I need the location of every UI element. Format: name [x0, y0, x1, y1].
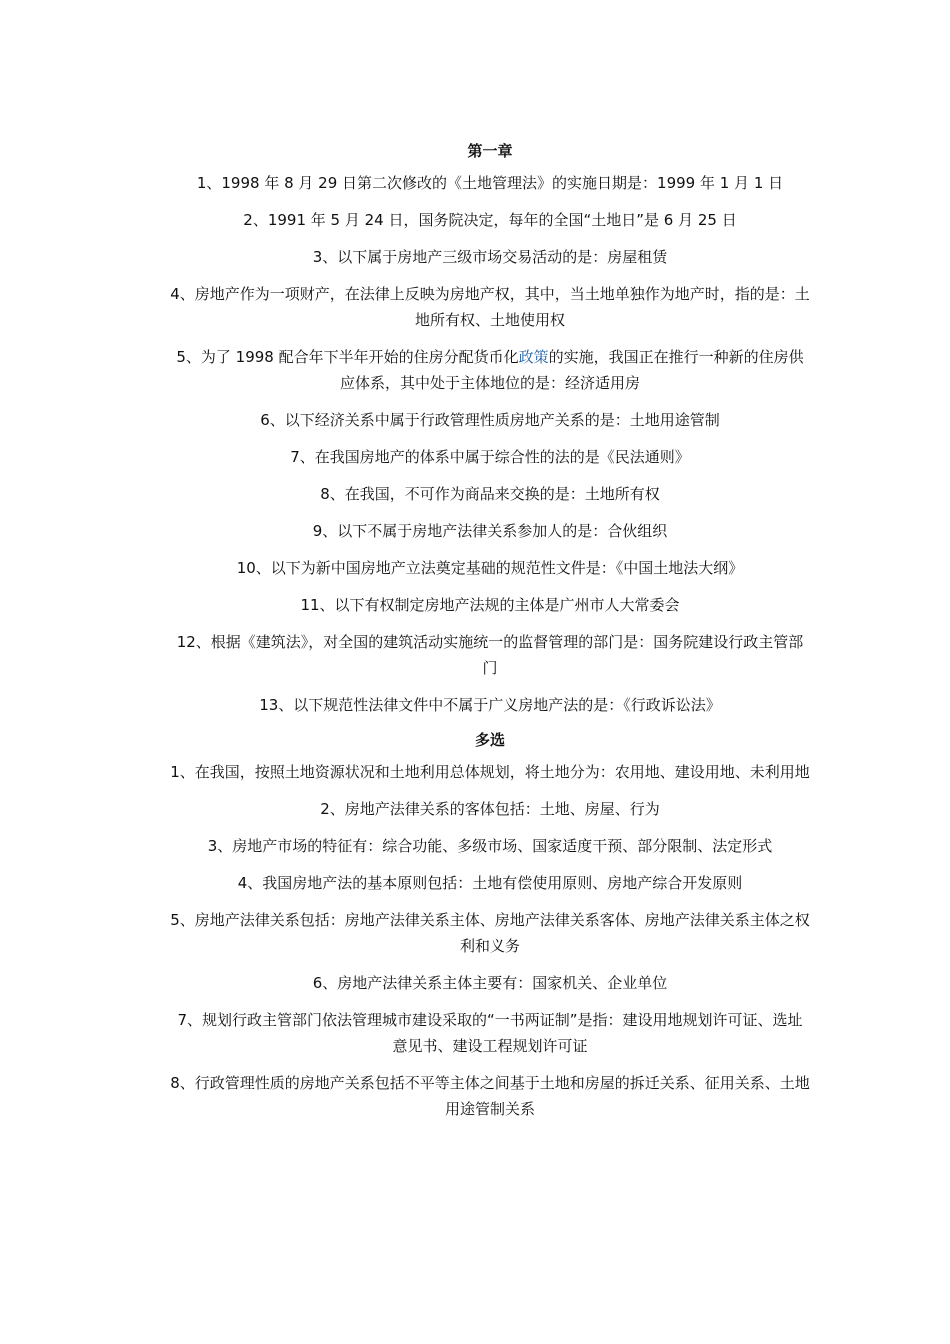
question-item: 12、根据《建筑法》，对全国的建筑活动实施统一的监督管理的部门是：国务院建设行政主管部门 — [176, 633, 804, 677]
question-item: 6、以下经济关系中属于行政管理性质房地产关系的是：土地用途管制 — [260, 411, 720, 429]
question-item: 11、以下有权制定房地产法规的主体是广州市人大常委会 — [300, 596, 680, 614]
question-item — [170, 344, 810, 396]
question-item: 10、以下为新中国房地产立法奠定基础的规范性文件是：《中国土地法大纲》 — [236, 559, 744, 577]
question-item: 6、房地产法律关系主体主要有：国家机关、企业单位 — [312, 974, 668, 992]
question-text: 的实施，我国正在推行一种新的住房供应体系，其中处于主体地位的是：经济适用房 — [339, 348, 804, 392]
question-item: 3、房地产市场的特征有：综合功能、多级市场、国家适度干预、部分限制、法定形式 — [207, 837, 773, 855]
question-item: 5、房地产法律关系包括：房地产法律关系主体、房地产法律关系客体、房地产法律关系主体之权利和义务 — [170, 911, 810, 955]
question-item: 8、在我国，不可作为商品来交换的是：土地所有权 — [320, 485, 660, 503]
question-text: 5、为了 1998 配合年下半年开始的住房分配货币化 — [176, 348, 519, 366]
question-item: 9、以下不属于房地产法律关系参加人的是：合伙组织 — [312, 522, 668, 540]
question-item: 1、在我国，按照土地资源状况和土地利用总体规划，将土地分为：农用地、建设用地、未利用地 — [170, 763, 810, 781]
chapter-heading: 第一章 — [467, 142, 513, 160]
question-item: 8、行政管理性质的房地产关系包括不平等主体之间基于土地和房屋的拆迁关系、征用关系、土地用途管制关系 — [170, 1074, 810, 1118]
question-item: 7、在我国房地产的体系中属于综合性的法的是《民法通则》 — [290, 448, 690, 466]
question-item: 7、规划行政主管部门依法管理城市建设采取的“一书两证制”是指：建设用地规划许可证、选址意见书、建设工程规划许可证 — [177, 1011, 803, 1055]
document-page — [170, 132, 810, 1133]
question-item: 3、以下属于房地产三级市场交易活动的是：房屋租赁 — [312, 248, 668, 266]
question-item: 2、房地产法律关系的客体包括：土地、房屋、行为 — [320, 800, 660, 818]
policy-link[interactable]: 政策 — [518, 348, 549, 366]
question-item: 13、以下规范性法律文件中不属于广义房地产法的是：《行政诉讼法》 — [259, 696, 721, 714]
question-item: 4、我国房地产法的基本原则包括：土地有偿使用原则、房地产综合开发原则 — [237, 874, 743, 892]
multiple-choice-heading: 多选 — [474, 731, 505, 749]
question-item: 2、1991 年 5 月 24 日，国务院决定，每年的全国“土地日”是 6 月 25 日 — [243, 211, 737, 229]
question-item: 4、房地产作为一项财产，在法律上反映为房地产权，其中，当土地单独作为地产时，指的是：土地所有权、土地使用权 — [170, 285, 810, 329]
question-item: 1、1998 年 8 月 29 日第二次修改的《土地管理法》的实施日期是：1999 年 1 月 1 日 — [196, 174, 784, 192]
